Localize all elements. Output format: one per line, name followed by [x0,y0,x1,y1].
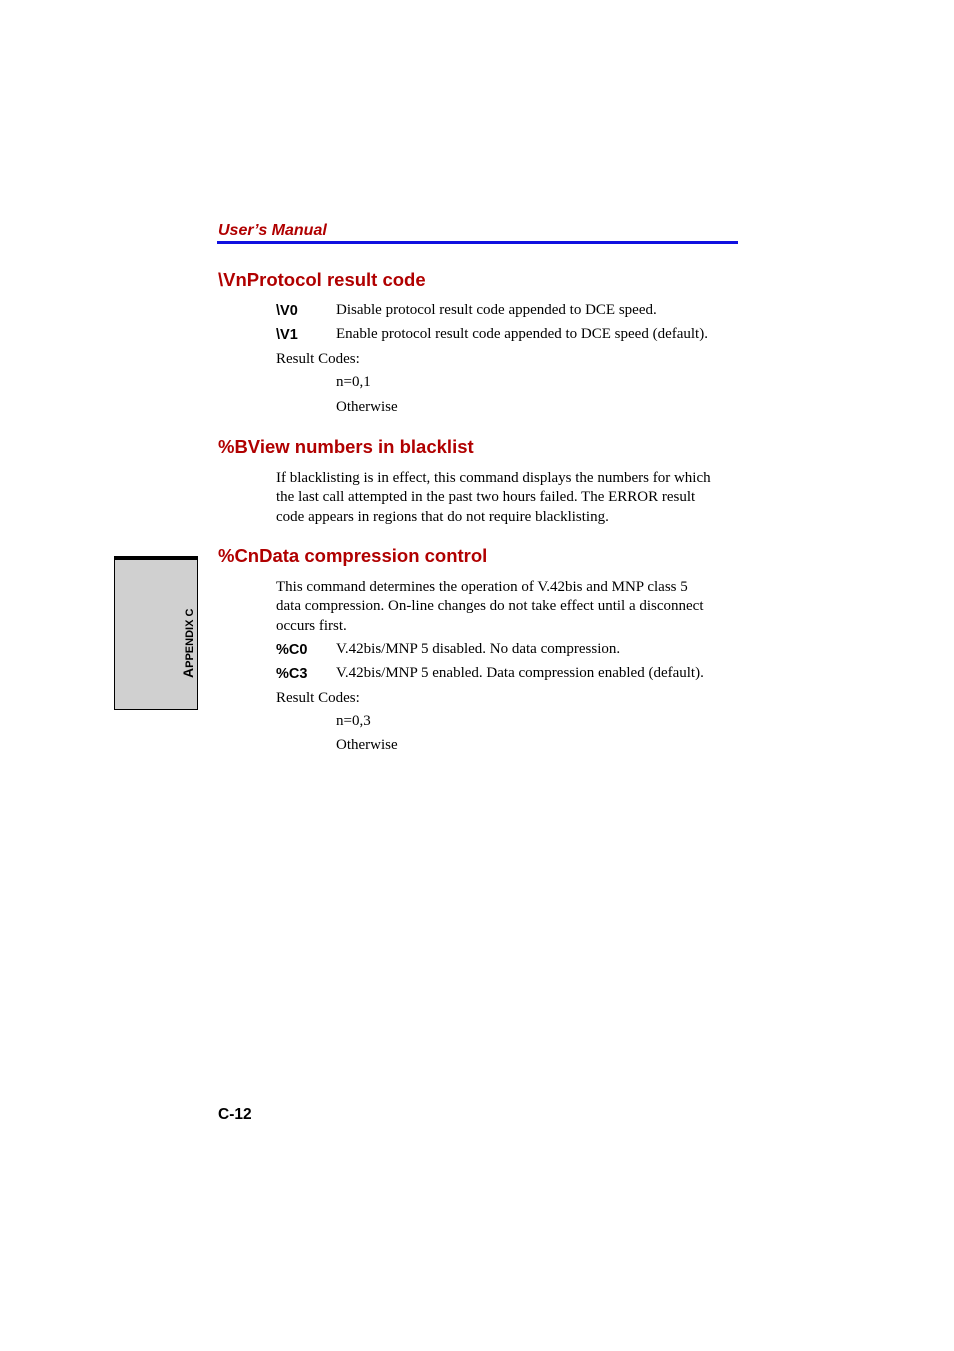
result-codes-label: Result Codes: [276,351,360,367]
command-description: V.42bis/MNP 5 enabled. Data compression enabled (default). [336,665,704,681]
result-code-value: n=0,1 [336,374,371,390]
command-code: \V1 [276,327,298,343]
command-description: V.42bis/MNP 5 disabled. No data compression. [336,641,621,657]
running-header-title: User’s Manual [218,222,327,239]
command-code: \V0 [276,303,298,319]
appendix-tab-rest: PPENDIX C [184,608,196,668]
paragraph-line: code appears in regions that do not require blacklisting. [276,509,609,525]
command-code: %C3 [276,666,308,682]
paragraph-line: This command determines the operation of V.42bis and MNP class 5 [276,579,688,595]
section-heading-vn: \VnProtocol result code [218,269,426,290]
result-codes-label: Result Codes: [276,690,360,706]
paragraph-line: the last call attempted in the past two hours failed. The ERROR result [276,489,696,505]
command-description: Disable protocol result code appended to DCE speed. [336,302,657,318]
paragraph-line: data compression. On-line changes do not take effect until a disconnect [276,598,704,614]
appendix-tab-initial: A [180,667,196,678]
header-rule [217,241,738,244]
page-number: C-12 [218,1106,252,1123]
appendix-tab-label [180,609,196,678]
command-code: %C0 [276,642,308,658]
section-heading-b: %BView numbers in blacklist [218,436,474,457]
result-code-value: Otherwise [336,737,398,753]
section-heading-cn: %CnData compression control [218,545,488,566]
result-code-value: Otherwise [336,399,398,415]
command-description: Enable protocol result code appended to DCE speed (default). [336,326,708,342]
paragraph-line: occurs first. [276,618,347,634]
paragraph-line: If blacklisting is in effect, this command displays the numbers for which [276,470,711,486]
result-code-value: n=0,3 [336,713,371,729]
